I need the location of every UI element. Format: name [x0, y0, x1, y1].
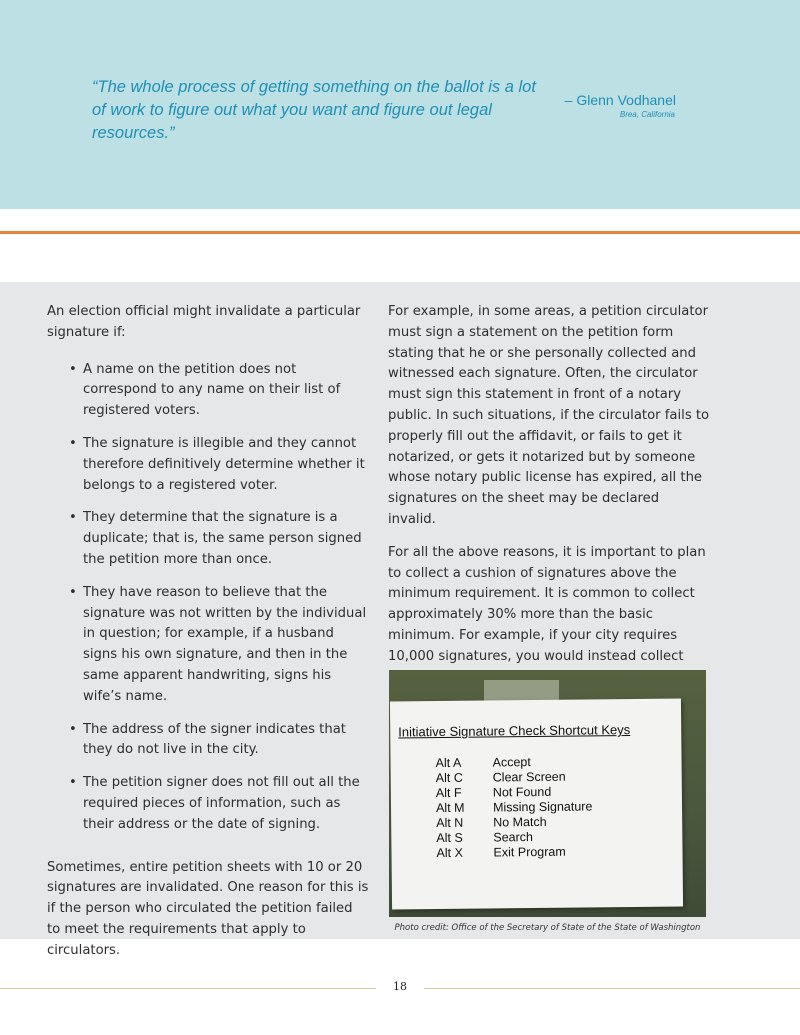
- shortcut-row: [435, 754, 592, 771]
- shortcut-key: Alt M: [435, 800, 465, 816]
- list-item: • They have reason to believe that the signature was not written by the individual in question; for example, if a husband signs his own signature, and then in the same apparent handwriting, signs his wife’s name.: [47, 583, 369, 708]
- shortcut-action: Search: [493, 830, 534, 845]
- shortcut-list: [435, 754, 592, 861]
- left-column: [47, 302, 369, 962]
- invalidation-reasons-list: [47, 360, 369, 836]
- quote-author: – Glenn Vodhanel: [564, 92, 676, 108]
- sheet-title: Initiative Signature Check Shortcut Keys: [398, 722, 631, 740]
- shortcut-key: Alt S: [436, 830, 463, 846]
- intro-paragraph: An election official might invalidate a particular signature if:: [47, 304, 361, 340]
- list-item: • The address of the signer indicates that they do not live in the city.: [47, 720, 369, 762]
- shortcut-row: [436, 844, 593, 861]
- shortcut-action: No Match: [493, 814, 547, 830]
- photo-caption: Photo credit: Office of the Secretary of State of the State of Washington: [394, 923, 701, 933]
- list-item: • They determine that the signature is a duplicate; that is, the same person signed the petition more than once.: [47, 508, 369, 570]
- right-column: [388, 302, 710, 688]
- shortcut-action: Not Found: [492, 784, 552, 800]
- footer-rule-left: [0, 988, 376, 989]
- section-divider: [0, 231, 800, 234]
- shortcut-row: [436, 814, 593, 831]
- shortcut-key: Alt A: [435, 755, 462, 771]
- shortcut-key: Alt N: [436, 815, 464, 831]
- closing-paragraph: Sometimes, entire petition sheets with 10 or 20 signatures are invalidated. One reason for this is if the person who circulated the petition failed to meet the requirements that apply to circulators.: [47, 859, 369, 958]
- shortcut-row: [436, 769, 593, 786]
- shortcut-action: Clear Screen: [492, 769, 566, 785]
- shortcut-row: [436, 784, 593, 801]
- shortcut-action: Missing Signature: [492, 799, 593, 815]
- shortcut-row: [436, 829, 593, 846]
- list-item: • The signature is illegible and they cannot therefore definitively determine whether it belongs to a registered voter.: [47, 434, 369, 496]
- tape: [484, 680, 559, 702]
- shortcut-sheet: [390, 698, 683, 909]
- shortcut-action: Accept: [492, 755, 531, 770]
- shortcut-key: Alt F: [435, 785, 462, 801]
- list-item: • The petition signer does not fill out all the required pieces of information, such as their address or the date of signing.: [47, 773, 369, 835]
- circulator-paragraph: For example, in some areas, a petition circulator must sign a statement on the petition form stating that he or she personally collected and witnessed each signature. Often, the circulator must sign this statement in front of a notary public. In such situations, if the circulator fails to properly fill out the affidavit, or fails to get it notarized, or gets it notarized but by someone whose notary public license has expired, all the signatures on the sheet may be declared invalid.: [388, 304, 710, 527]
- shortcut-row: [436, 799, 593, 816]
- list-item: • A name on the petition does not correspond to any name on their list of registered voters.: [47, 360, 369, 422]
- shortcut-action: Exit Program: [493, 844, 566, 860]
- footer-rule-right: [424, 988, 800, 989]
- quote-location: Brea, California: [619, 110, 675, 119]
- shortcut-keys-photo: [389, 670, 706, 917]
- shortcut-key: Alt C: [435, 770, 463, 786]
- page-number: 18: [393, 980, 407, 993]
- shortcut-key: Alt X: [436, 845, 463, 861]
- cushion-paragraph: For all the above reasons, it is important to plan to collect a cushion of signatures above the minimum requirement. It is common to collect approximately 30% more than the basic minimum. For example, if your city requires 10,000 signatures, you would instead collect: [388, 544, 706, 664]
- quote-text: “The whole process of getting something on the ballot is a lot of work to figure out what you want and figure out legal resources.”: [92, 78, 536, 142]
- quote-banner: [0, 0, 800, 209]
